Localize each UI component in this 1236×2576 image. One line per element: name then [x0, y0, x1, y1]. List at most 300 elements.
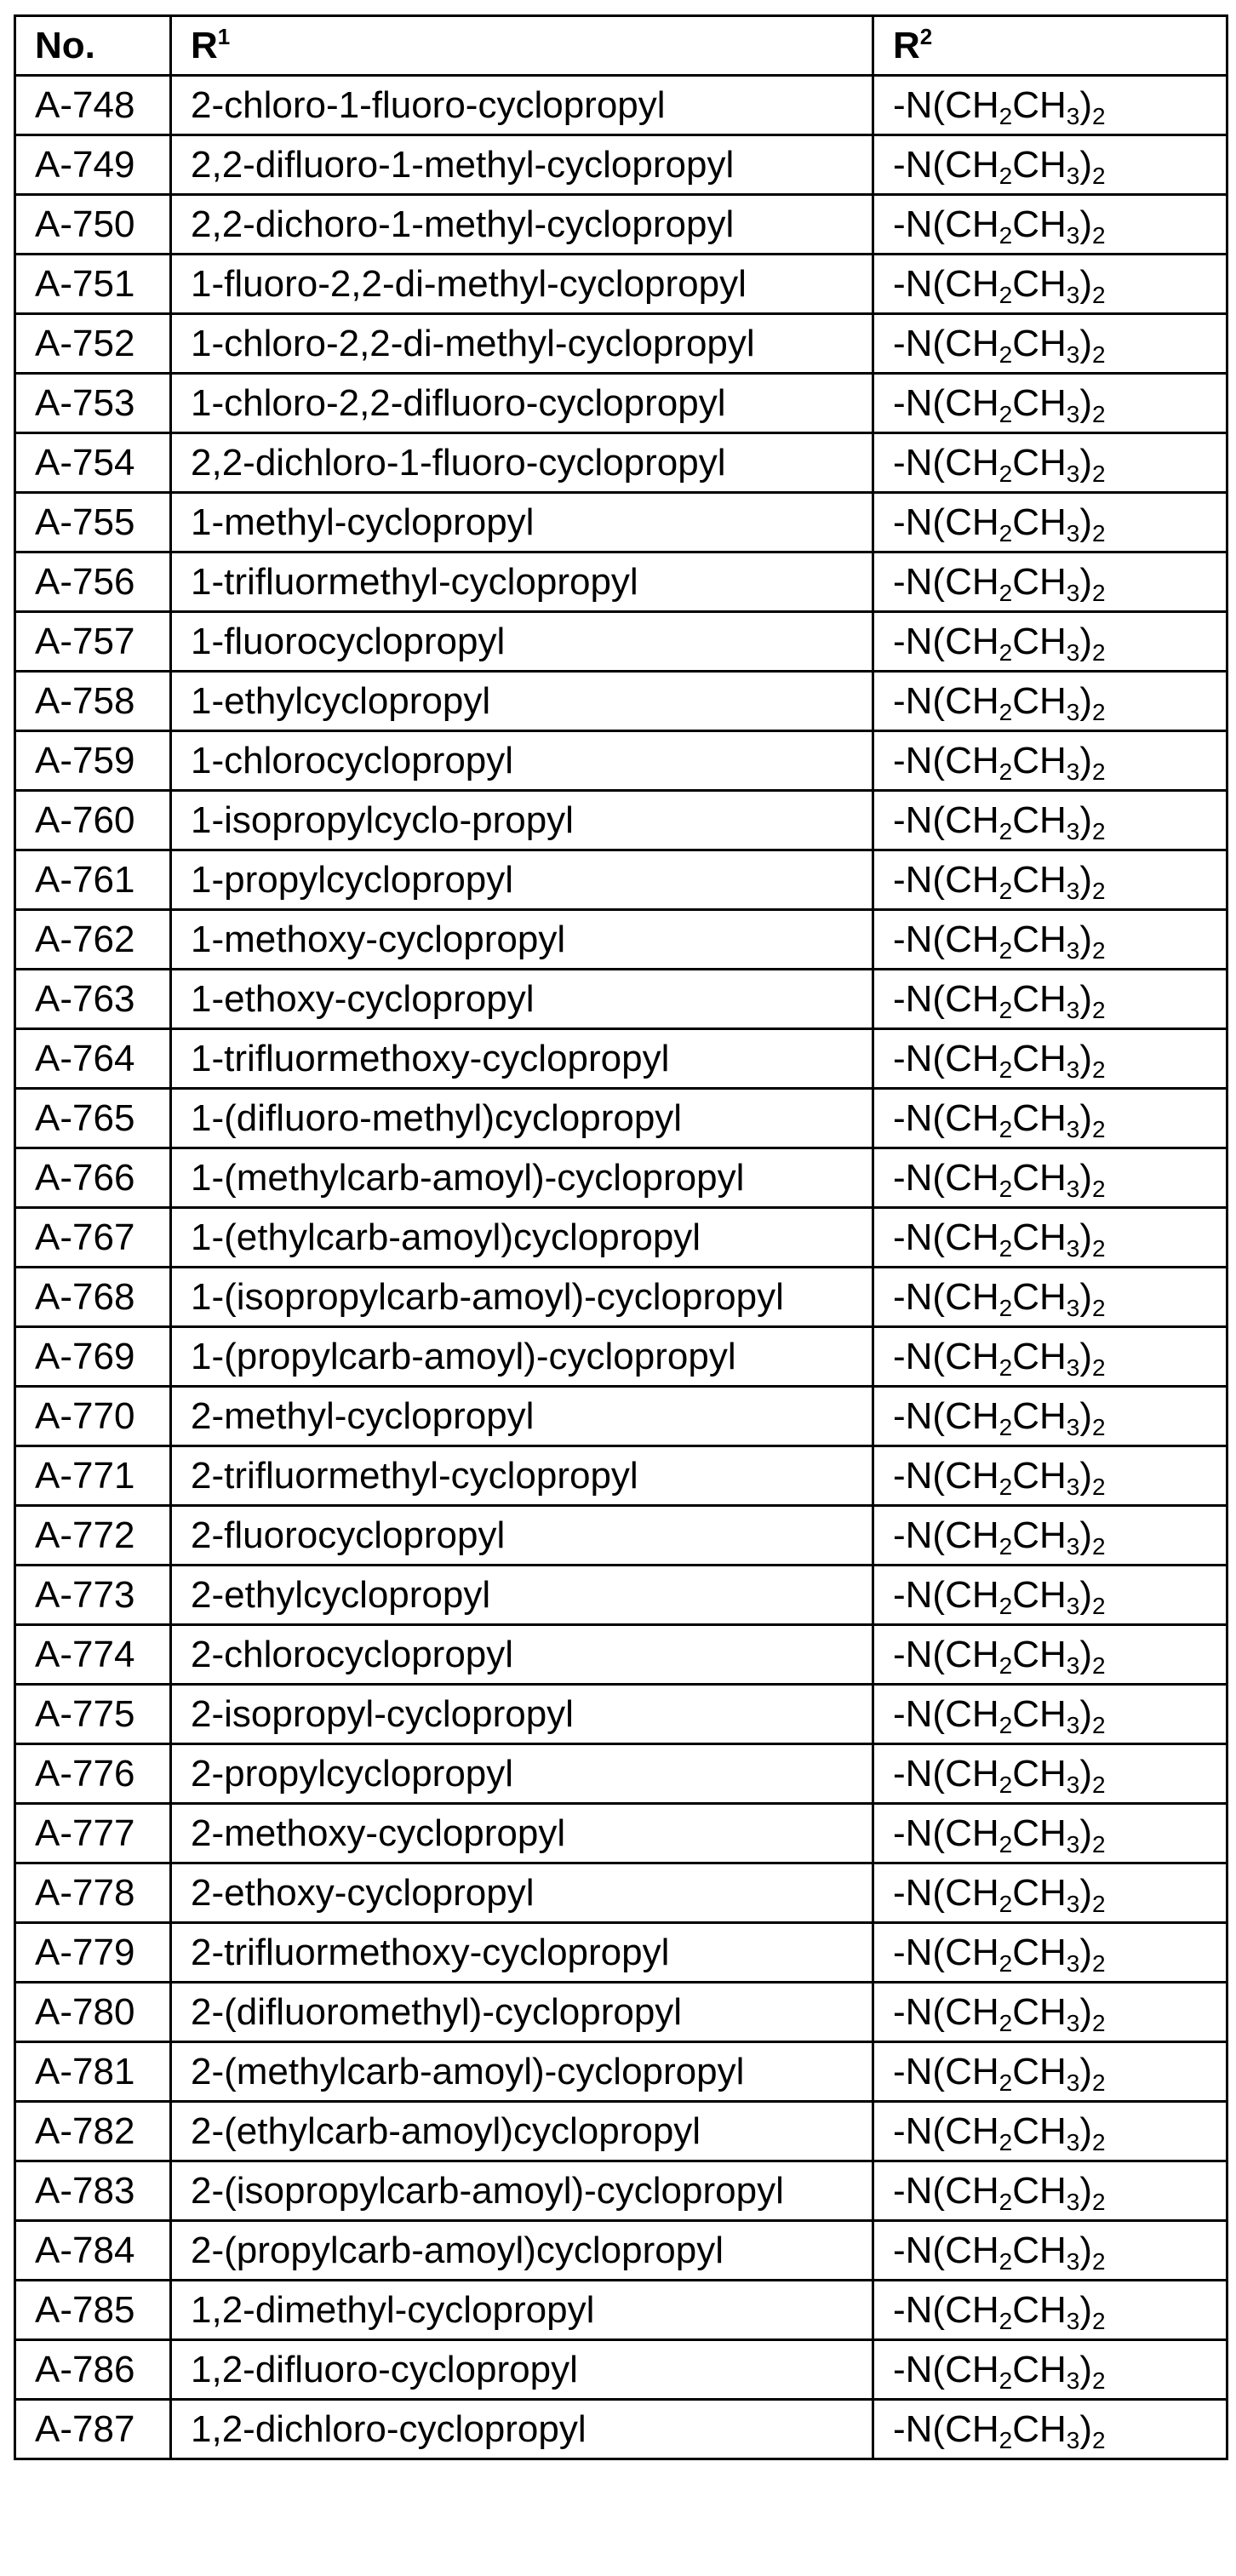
r2-part-3: ): [1079, 679, 1093, 722]
cell-no: [15, 2042, 171, 2102]
r2-part-2: CH: [1012, 1990, 1067, 2033]
r1-substituent: 2-ethoxy-cyclopropyl: [191, 1871, 535, 1914]
cell-r2: [873, 1148, 1227, 1208]
table-row: [15, 552, 1227, 612]
table-row: [15, 2281, 1227, 2340]
table-row: [15, 493, 1227, 552]
r2-part-3: ): [1079, 1037, 1093, 1079]
r2-sub-3: 2: [1092, 460, 1106, 487]
r2-sub-1: 2: [999, 519, 1013, 547]
r2-sub-1: 2: [999, 1056, 1013, 1083]
r2-sub-1: 2: [999, 1592, 1013, 1619]
r2-sub-2: 3: [1066, 2247, 1080, 2275]
r2-part-3: ): [1079, 1454, 1093, 1497]
r2-part-3: ): [1079, 1871, 1093, 1914]
cell-r2: [873, 433, 1227, 493]
r1-substituent: 1-methoxy-cyclopropyl: [191, 918, 566, 960]
r2-sub-1: 2: [999, 341, 1013, 368]
r2-part-2: CH: [1012, 620, 1067, 662]
cell-no: [15, 910, 171, 970]
r1-substituent: 1,2-dimethyl-cyclopropyl: [191, 2288, 595, 2331]
cell-r1: [171, 493, 873, 552]
r2-sub-1: 2: [999, 817, 1013, 844]
r2-sub-3: 2: [1092, 2307, 1106, 2334]
r2-part-3: ): [1079, 1514, 1093, 1556]
cell-r1: [171, 1804, 873, 1863]
r2-part-2: CH: [1012, 143, 1067, 186]
cell-no: [15, 255, 171, 314]
r2-part-3: ): [1079, 203, 1093, 245]
r1-substituent: 2-methyl-cyclopropyl: [191, 1394, 535, 1437]
cell-r2: [873, 552, 1227, 612]
r1-substituent: 2-propylcyclopropyl: [191, 1752, 514, 1795]
r1-substituent: 2-fluorocyclopropyl: [191, 1514, 506, 1556]
table-row: [15, 612, 1227, 672]
r2-sub-3: 2: [1092, 996, 1106, 1023]
cell-no: [15, 2221, 171, 2281]
table-row: [15, 2161, 1227, 2221]
r2-sub-3: 2: [1092, 1830, 1106, 1858]
r2-part-2: CH: [1012, 1275, 1067, 1318]
r2-sub-1: 2: [999, 1354, 1013, 1381]
compound-number: A-753: [35, 381, 135, 424]
compound-number: A-764: [35, 1037, 135, 1079]
r2-sub-3: 2: [1092, 102, 1106, 129]
cell-r2: [873, 1744, 1227, 1804]
compound-number: A-769: [35, 1335, 135, 1377]
r2-sub-2: 3: [1066, 817, 1080, 844]
r2-formula: [893, 1335, 1106, 1381]
compound-number: A-774: [35, 1633, 135, 1675]
r1-substituent: 1-(isopropylcarb-amoyl)-cyclopropyl: [191, 1275, 784, 1318]
cell-r2: [873, 493, 1227, 552]
r2-part-1: -N(CH: [893, 381, 999, 424]
cell-r1: [171, 255, 873, 314]
table-row: [15, 731, 1227, 791]
r2-part-3: ): [1079, 262, 1093, 305]
cell-no: [15, 1387, 171, 1446]
r2-sub-1: 2: [999, 1175, 1013, 1202]
compound-number: A-782: [35, 2109, 135, 2152]
table-row: [15, 1625, 1227, 1685]
header-r2-base: R: [893, 24, 920, 66]
table-row: [15, 76, 1227, 135]
r2-part-2: CH: [1012, 1692, 1067, 1735]
r2-formula: [893, 1216, 1106, 1262]
r2-sub-3: 2: [1092, 1175, 1106, 1202]
r2-formula: [893, 560, 1106, 606]
r2-sub-1: 2: [999, 2069, 1013, 2096]
compound-number: A-770: [35, 1394, 135, 1437]
table-row: [15, 135, 1227, 195]
r2-part-3: ): [1079, 2229, 1093, 2271]
cell-r2: [873, 612, 1227, 672]
r2-part-1: -N(CH: [893, 679, 999, 722]
cell-r1: [171, 791, 873, 850]
table-row: [15, 1089, 1227, 1148]
cell-no: [15, 2102, 171, 2161]
compound-number: A-772: [35, 1514, 135, 1556]
r2-sub-1: 2: [999, 758, 1013, 785]
r2-part-3: ): [1079, 1812, 1093, 1854]
cell-r1: [171, 1863, 873, 1923]
r2-part-1: -N(CH: [893, 322, 999, 364]
cell-r1: [171, 314, 873, 374]
r2-sub-2: 3: [1066, 638, 1080, 666]
cell-no: [15, 731, 171, 791]
r1-substituent: 2-ethylcyclopropyl: [191, 1573, 491, 1616]
r2-sub-1: 2: [999, 460, 1013, 487]
r2-part-3: ): [1079, 1990, 1093, 2033]
cell-r1: [171, 135, 873, 195]
r2-part-2: CH: [1012, 262, 1067, 305]
table-row: [15, 255, 1227, 314]
r2-part-1: -N(CH: [893, 83, 999, 126]
cell-r2: [873, 1983, 1227, 2042]
r2-part-3: ): [1079, 1156, 1093, 1199]
r2-sub-2: 3: [1066, 400, 1080, 427]
r2-part-2: CH: [1012, 1573, 1067, 1616]
r2-formula: [893, 322, 1106, 368]
r2-sub-3: 2: [1092, 2128, 1106, 2155]
compound-number: A-763: [35, 977, 135, 1020]
r2-sub-1: 2: [999, 877, 1013, 904]
r2-sub-2: 3: [1066, 1354, 1080, 1381]
r2-part-1: -N(CH: [893, 1990, 999, 2033]
table-row: [15, 1983, 1227, 2042]
cell-no: [15, 970, 171, 1029]
r2-formula: [893, 1037, 1106, 1083]
r2-sub-2: 3: [1066, 1711, 1080, 1738]
r2-sub-2: 3: [1066, 162, 1080, 189]
r2-part-3: ): [1079, 441, 1093, 484]
r2-sub-2: 3: [1066, 1234, 1080, 1262]
table-row: [15, 195, 1227, 255]
r2-formula: [893, 1871, 1106, 1917]
r1-substituent: 2-(ethylcarb-amoyl)cyclopropyl: [191, 2109, 701, 2152]
table-row: [15, 1148, 1227, 1208]
r2-sub-2: 3: [1066, 1473, 1080, 1500]
r2-sub-2: 3: [1066, 2188, 1080, 2215]
r2-sub-1: 2: [999, 1949, 1013, 1977]
r2-part-2: CH: [1012, 1096, 1067, 1139]
cell-r1: [171, 1387, 873, 1446]
cell-r2: [873, 314, 1227, 374]
cell-r1: [171, 2340, 873, 2400]
r2-part-1: -N(CH: [893, 1394, 999, 1437]
r2-part-1: -N(CH: [893, 1037, 999, 1079]
r2-part-1: -N(CH: [893, 262, 999, 305]
r2-sub-1: 2: [999, 2426, 1013, 2453]
r2-part-3: ): [1079, 2109, 1093, 2152]
cell-r2: [873, 1804, 1227, 1863]
r2-sub-3: 2: [1092, 2188, 1106, 2215]
r2-part-3: ): [1079, 739, 1093, 781]
r2-sub-2: 3: [1066, 519, 1080, 547]
r2-sub-3: 2: [1092, 400, 1106, 427]
table-body: [15, 76, 1227, 2459]
r2-part-3: ): [1079, 2288, 1093, 2331]
r2-sub-1: 2: [999, 2367, 1013, 2394]
r2-sub-2: 3: [1066, 102, 1080, 129]
table-row: [15, 1744, 1227, 1804]
cell-r2: [873, 255, 1227, 314]
r2-part-1: -N(CH: [893, 1514, 999, 1556]
cell-r1: [171, 731, 873, 791]
cell-r1: [171, 970, 873, 1029]
r2-sub-3: 2: [1092, 281, 1106, 308]
r2-sub-3: 2: [1092, 519, 1106, 547]
cell-r2: [873, 2161, 1227, 2221]
r1-substituent: 2,2-dichloro-1-fluoro-cyclopropyl: [191, 441, 726, 484]
r1-substituent: 1-(methylcarb-amoyl)-cyclopropyl: [191, 1156, 745, 1199]
cell-no: [15, 1983, 171, 2042]
r2-part-2: CH: [1012, 2229, 1067, 2271]
r2-part-3: ): [1079, 1216, 1093, 1258]
cell-r1: [171, 1744, 873, 1804]
cell-r2: [873, 1387, 1227, 1446]
cell-r2: [873, 2281, 1227, 2340]
compound-number: A-748: [35, 83, 135, 126]
r2-part-1: -N(CH: [893, 2169, 999, 2212]
r2-sub-1: 2: [999, 638, 1013, 666]
r2-sub-2: 3: [1066, 1949, 1080, 1977]
cell-r1: [171, 910, 873, 970]
r2-formula: [893, 858, 1106, 904]
r2-part-1: -N(CH: [893, 620, 999, 662]
cell-r2: [873, 2400, 1227, 2459]
cell-r2: [873, 791, 1227, 850]
r2-sub-2: 3: [1066, 1890, 1080, 1917]
compound-table: [14, 14, 1228, 2460]
compound-number: A-755: [35, 501, 135, 543]
table-row: [15, 2400, 1227, 2459]
compound-number: A-776: [35, 1752, 135, 1795]
r2-formula: [893, 2348, 1106, 2394]
r1-substituent: 2-methoxy-cyclopropyl: [191, 1812, 566, 1854]
r1-substituent: 2,2-difluoro-1-methyl-cyclopropyl: [191, 143, 735, 186]
cell-r2: [873, 1208, 1227, 1268]
r2-part-2: CH: [1012, 203, 1067, 245]
r2-part-2: CH: [1012, 1812, 1067, 1854]
r2-formula: [893, 799, 1106, 844]
cell-r2: [873, 672, 1227, 731]
cell-no: [15, 791, 171, 850]
cell-r1: [171, 1566, 873, 1625]
cell-r2: [873, 1566, 1227, 1625]
r2-part-1: -N(CH: [893, 2348, 999, 2390]
r1-substituent: 2-isopropyl-cyclopropyl: [191, 1692, 574, 1735]
r2-sub-2: 3: [1066, 1413, 1080, 1440]
r2-part-3: ): [1079, 620, 1093, 662]
r2-part-1: -N(CH: [893, 1692, 999, 1735]
r2-formula: [893, 1633, 1106, 1679]
cell-r2: [873, 195, 1227, 255]
cell-r1: [171, 1685, 873, 1744]
r2-sub-3: 2: [1092, 1652, 1106, 1679]
r2-part-2: CH: [1012, 858, 1067, 901]
r2-formula: [893, 1812, 1106, 1858]
r2-sub-3: 2: [1092, 2009, 1106, 2036]
table-row: [15, 1268, 1227, 1327]
r2-part-2: CH: [1012, 1394, 1067, 1437]
r2-formula: [893, 203, 1106, 249]
header-r1-base: R: [191, 24, 218, 66]
r2-sub-1: 2: [999, 2307, 1013, 2334]
cell-no: [15, 850, 171, 910]
r2-part-3: ): [1079, 1096, 1093, 1139]
cell-no: [15, 1327, 171, 1387]
cell-r1: [171, 552, 873, 612]
r2-part-2: CH: [1012, 2050, 1067, 2092]
r2-sub-1: 2: [999, 996, 1013, 1023]
compound-number: A-777: [35, 1812, 135, 1854]
r2-part-2: CH: [1012, 1454, 1067, 1497]
compound-number: A-783: [35, 2169, 135, 2212]
r2-formula: [893, 2407, 1106, 2453]
r1-substituent: 1-ethylcyclopropyl: [191, 679, 491, 722]
cell-r1: [171, 1506, 873, 1566]
r2-sub-3: 2: [1092, 1354, 1106, 1381]
cell-no: [15, 1446, 171, 1506]
table-row: [15, 1923, 1227, 1983]
r2-part-3: ): [1079, 858, 1093, 901]
r1-substituent: 1-fluoro-2,2-di-methyl-cyclopropyl: [191, 262, 747, 305]
table-row: [15, 1566, 1227, 1625]
r2-formula: [893, 83, 1106, 129]
r2-sub-1: 2: [999, 579, 1013, 606]
r2-part-2: CH: [1012, 1216, 1067, 1258]
cell-r1: [171, 850, 873, 910]
r2-formula: [893, 1394, 1106, 1440]
table-row: [15, 314, 1227, 374]
r2-part-1: -N(CH: [893, 2050, 999, 2092]
r2-part-2: CH: [1012, 441, 1067, 484]
compound-number: A-771: [35, 1454, 135, 1497]
r2-part-1: -N(CH: [893, 441, 999, 484]
r2-sub-3: 2: [1092, 2069, 1106, 2096]
r2-formula: [893, 2169, 1106, 2215]
table-row: [15, 1863, 1227, 1923]
r2-part-1: -N(CH: [893, 1752, 999, 1795]
cell-r1: [171, 1148, 873, 1208]
cell-r2: [873, 970, 1227, 1029]
r2-part-2: CH: [1012, 2407, 1067, 2450]
compound-number: A-784: [35, 2229, 135, 2271]
r2-part-2: CH: [1012, 1931, 1067, 1973]
cell-r1: [171, 1029, 873, 1089]
compound-number: A-754: [35, 441, 135, 484]
r2-sub-2: 3: [1066, 1771, 1080, 1798]
compound-number: A-751: [35, 262, 135, 305]
r2-formula: [893, 1990, 1106, 2036]
cell-r1: [171, 374, 873, 433]
r2-sub-2: 3: [1066, 758, 1080, 785]
cell-r2: [873, 2042, 1227, 2102]
header-row: [15, 16, 1227, 76]
cell-r2: [873, 1327, 1227, 1387]
r2-sub-1: 2: [999, 1652, 1013, 1679]
r2-sub-3: 2: [1092, 638, 1106, 666]
r1-substituent: 1-chloro-2,2-di-methyl-cyclopropyl: [191, 322, 755, 364]
r2-sub-1: 2: [999, 281, 1013, 308]
r2-part-2: CH: [1012, 799, 1067, 841]
r2-sub-3: 2: [1092, 698, 1106, 725]
r2-formula: [893, 739, 1106, 785]
r2-formula: [893, 2109, 1106, 2155]
cell-r1: [171, 672, 873, 731]
cell-no: [15, 374, 171, 433]
r2-formula: [893, 679, 1106, 725]
cell-r2: [873, 1446, 1227, 1506]
r2-sub-2: 3: [1066, 460, 1080, 487]
table-row: [15, 1208, 1227, 1268]
cell-r2: [873, 1685, 1227, 1744]
header-r1: [171, 16, 873, 76]
r2-sub-3: 2: [1092, 1115, 1106, 1142]
r2-part-2: CH: [1012, 83, 1067, 126]
cell-r1: [171, 2161, 873, 2221]
compound-number: A-767: [35, 1216, 135, 1258]
r2-part-2: CH: [1012, 679, 1067, 722]
r1-substituent: 2-(isopropylcarb-amoyl)-cyclopropyl: [191, 2169, 784, 2212]
cell-no: [15, 1625, 171, 1685]
r2-sub-1: 2: [999, 1473, 1013, 1500]
r2-formula: [893, 441, 1106, 487]
r2-formula: [893, 1931, 1106, 1977]
r2-sub-2: 3: [1066, 2426, 1080, 2453]
r2-part-2: CH: [1012, 1752, 1067, 1795]
compound-number: A-779: [35, 1931, 135, 1973]
r1-substituent: 1,2-difluoro-cyclopropyl: [191, 2348, 578, 2390]
cell-r1: [171, 1983, 873, 2042]
r2-part-1: -N(CH: [893, 1275, 999, 1318]
r2-formula: [893, 1096, 1106, 1142]
r2-part-3: ): [1079, 918, 1093, 960]
r2-sub-3: 2: [1092, 1890, 1106, 1917]
r2-sub-3: 2: [1092, 1413, 1106, 1440]
compound-number: A-756: [35, 560, 135, 603]
r2-sub-3: 2: [1092, 817, 1106, 844]
r2-sub-2: 3: [1066, 2367, 1080, 2394]
cell-r2: [873, 850, 1227, 910]
cell-r2: [873, 1923, 1227, 1983]
cell-r1: [171, 612, 873, 672]
cell-no: [15, 612, 171, 672]
table-row: [15, 850, 1227, 910]
table-header: [15, 16, 1227, 76]
r2-part-3: ): [1079, 1752, 1093, 1795]
r2-sub-1: 2: [999, 102, 1013, 129]
r2-part-2: CH: [1012, 1871, 1067, 1914]
r2-sub-2: 3: [1066, 698, 1080, 725]
r2-formula: [893, 143, 1106, 189]
r2-sub-3: 2: [1092, 341, 1106, 368]
r2-part-1: -N(CH: [893, 858, 999, 901]
compound-number: A-768: [35, 1275, 135, 1318]
cell-r2: [873, 1089, 1227, 1148]
cell-r2: [873, 1268, 1227, 1327]
compound-number: A-762: [35, 918, 135, 960]
cell-r2: [873, 1863, 1227, 1923]
r2-part-1: -N(CH: [893, 918, 999, 960]
r2-part-1: -N(CH: [893, 560, 999, 603]
r2-part-1: -N(CH: [893, 799, 999, 841]
r2-part-1: -N(CH: [893, 2109, 999, 2152]
header-r2: [873, 16, 1227, 76]
cell-no: [15, 1148, 171, 1208]
r1-substituent: 2-(propylcarb-amoyl)cyclopropyl: [191, 2229, 724, 2271]
